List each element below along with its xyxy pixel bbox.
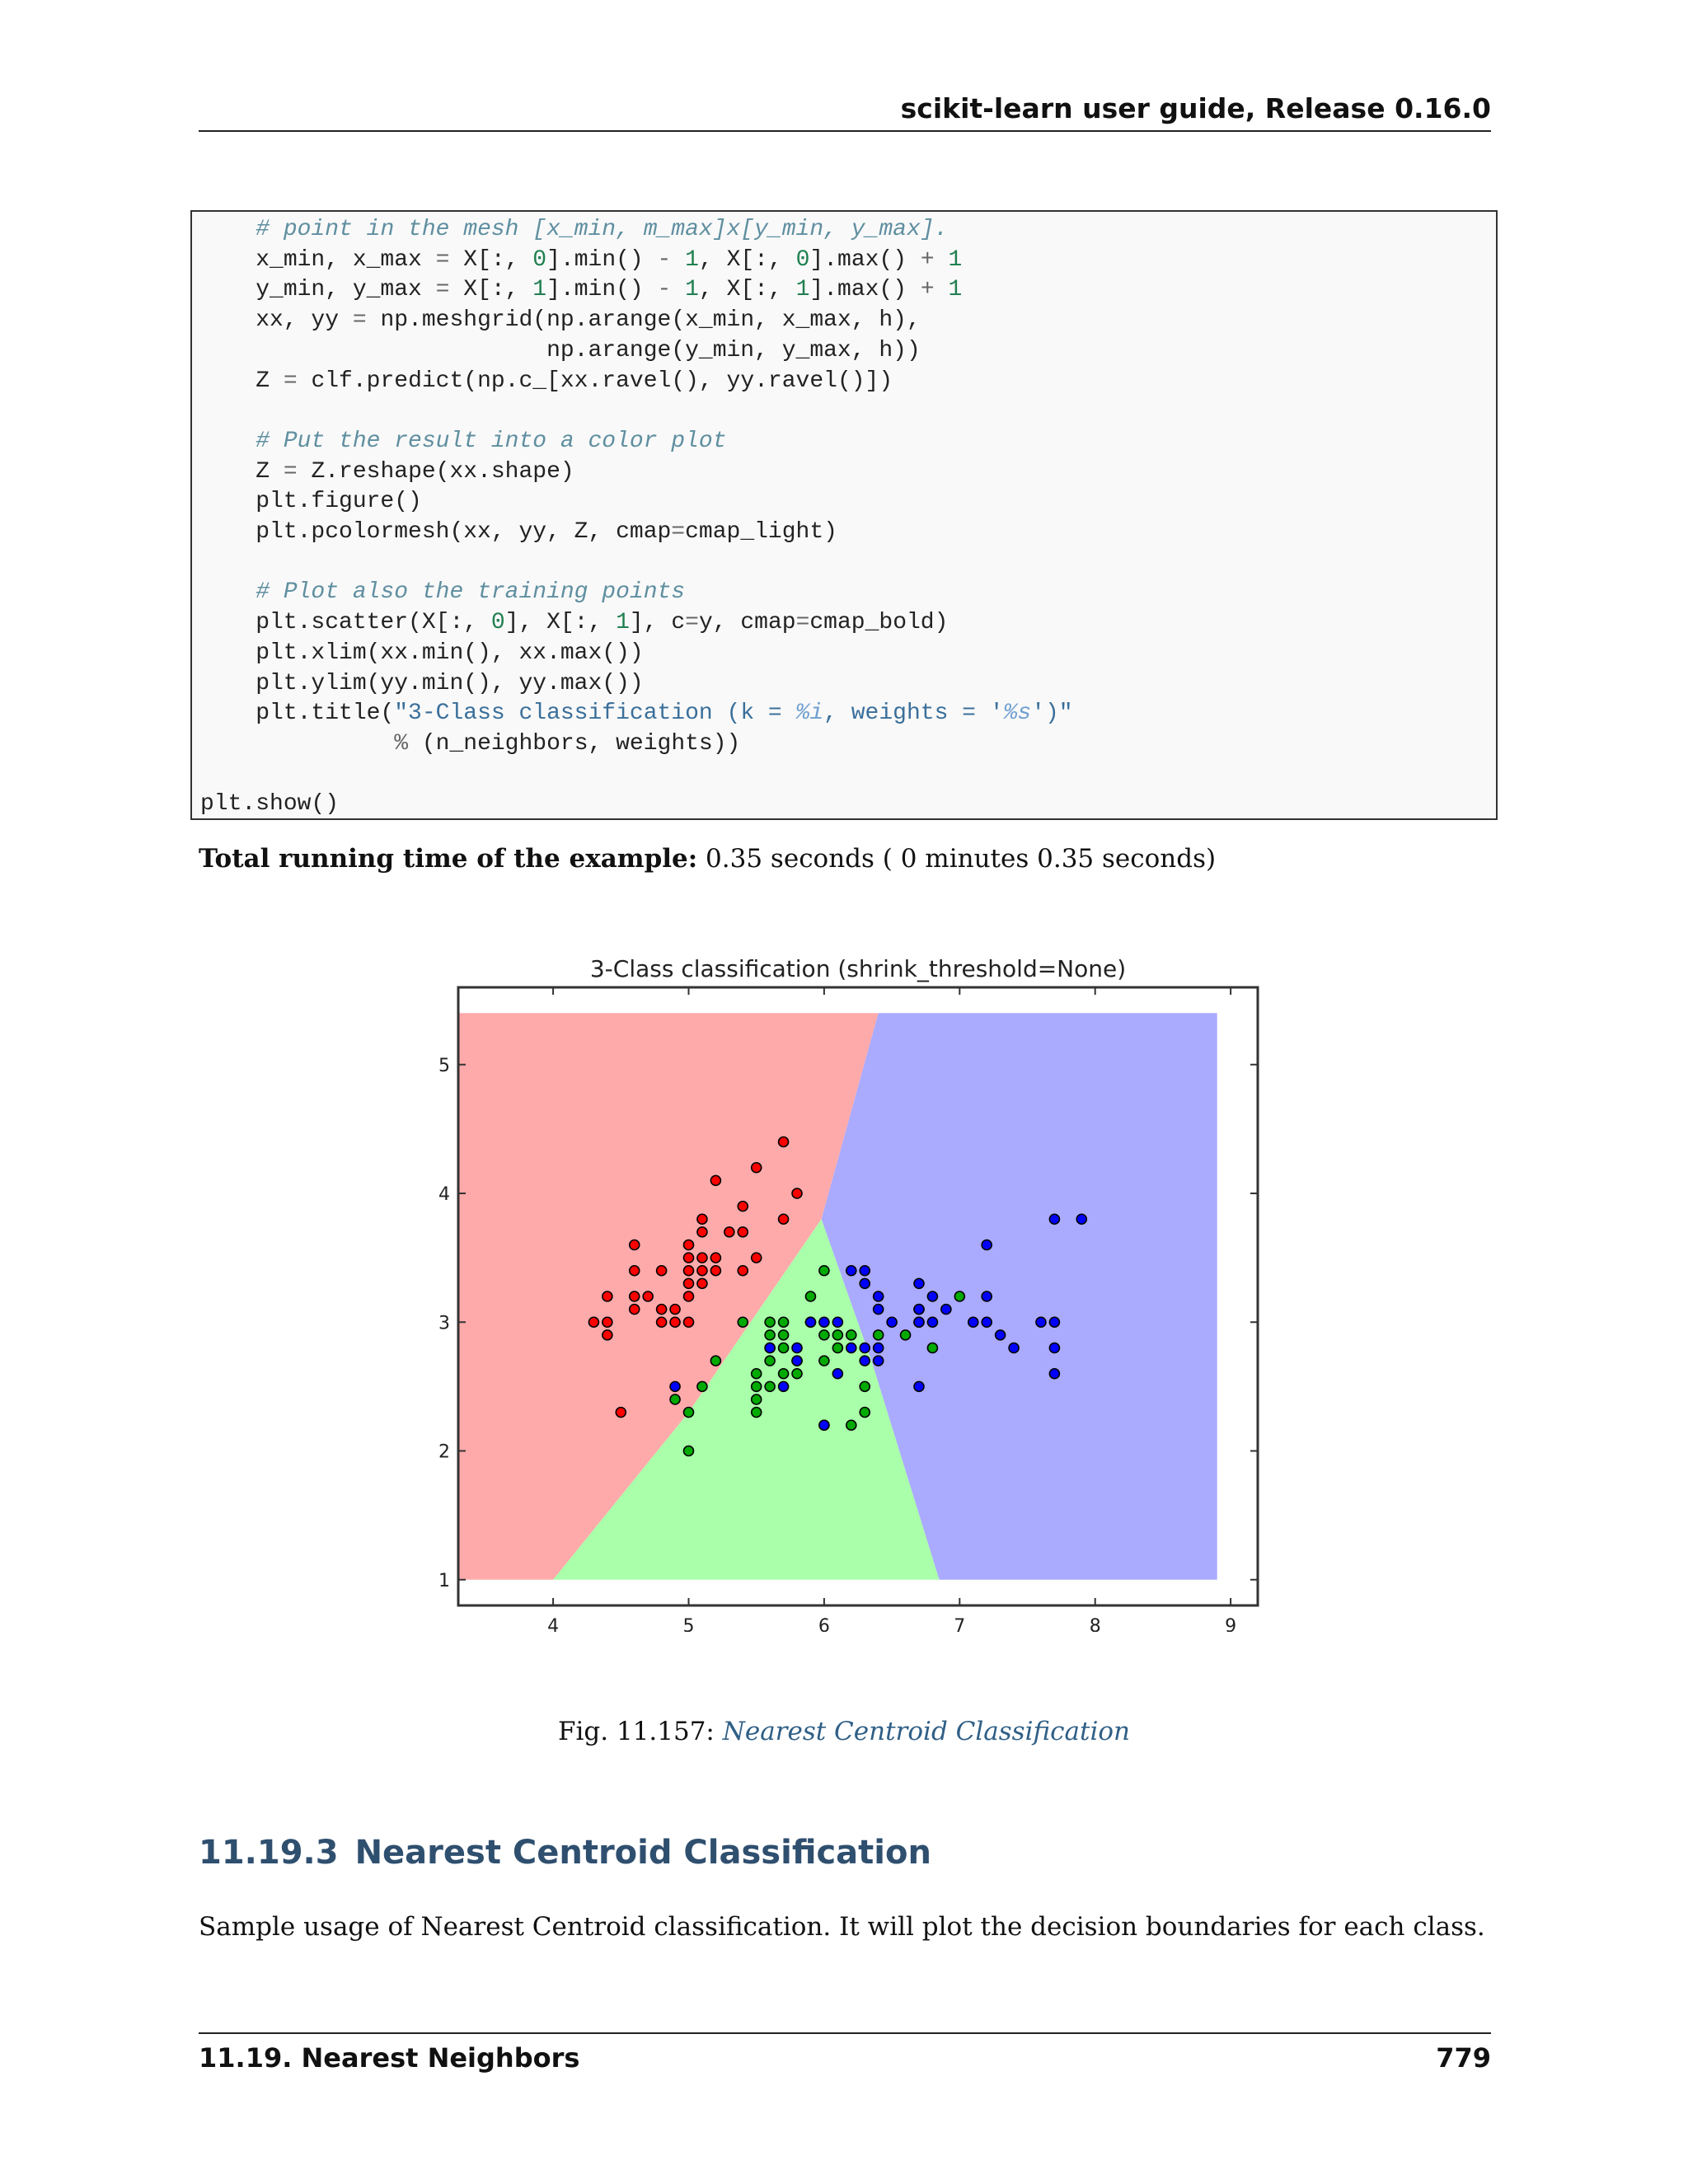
code-token: = bbox=[283, 368, 298, 394]
data-point bbox=[779, 1214, 789, 1224]
data-point bbox=[874, 1305, 884, 1315]
data-point bbox=[588, 1317, 598, 1327]
code-token bbox=[935, 277, 949, 302]
data-point bbox=[779, 1317, 789, 1327]
code-token: x_min, x_max bbox=[200, 246, 436, 273]
code-token: ].max() bbox=[809, 277, 921, 303]
data-point bbox=[832, 1330, 842, 1340]
data-point bbox=[697, 1214, 707, 1224]
data-point bbox=[874, 1356, 884, 1366]
code-token: np.meshgrid(np.arange(x_min, x_max, h), bbox=[366, 307, 921, 334]
code-token: X[:, bbox=[449, 277, 533, 303]
code-token: 0 bbox=[490, 610, 505, 636]
data-point bbox=[670, 1394, 680, 1404]
data-point bbox=[779, 1330, 789, 1340]
data-point bbox=[657, 1317, 667, 1327]
data-point bbox=[765, 1343, 775, 1353]
data-point bbox=[860, 1381, 870, 1391]
data-point bbox=[710, 1253, 720, 1263]
code-token: 1 bbox=[532, 277, 547, 303]
data-point bbox=[710, 1356, 720, 1366]
data-point bbox=[954, 1291, 964, 1301]
code-token: %i bbox=[795, 701, 824, 727]
code-token: 1 bbox=[685, 277, 699, 303]
code-token: 1 bbox=[616, 610, 630, 636]
code-token: = bbox=[435, 277, 450, 303]
data-point bbox=[860, 1356, 870, 1366]
code-token: + bbox=[920, 277, 935, 303]
data-point bbox=[874, 1343, 884, 1353]
data-point bbox=[914, 1317, 924, 1327]
code-token: # Plot also the training points bbox=[256, 579, 686, 606]
data-point bbox=[779, 1369, 789, 1379]
data-point bbox=[819, 1317, 829, 1327]
data-point bbox=[982, 1291, 992, 1301]
code-block bbox=[190, 210, 1498, 820]
code-token: ], c bbox=[629, 610, 686, 636]
code-token: ')" bbox=[1031, 701, 1073, 727]
data-point bbox=[724, 1227, 734, 1237]
data-point bbox=[630, 1240, 640, 1250]
chart-title: 3-Class classification (shrink_threshold=None) bbox=[589, 955, 1127, 982]
data-point bbox=[630, 1305, 640, 1315]
data-point bbox=[792, 1188, 802, 1198]
data-point bbox=[710, 1175, 720, 1185]
code-listing bbox=[200, 215, 1073, 820]
data-point bbox=[752, 1253, 762, 1263]
code-token: plt.title( bbox=[200, 701, 395, 727]
data-point bbox=[860, 1278, 870, 1288]
x-tick-label: 7 bbox=[954, 1616, 966, 1632]
code-token: xx, yy bbox=[200, 307, 353, 334]
data-point bbox=[819, 1266, 829, 1276]
data-point bbox=[792, 1369, 802, 1379]
data-point bbox=[603, 1317, 612, 1327]
y-tick-label: 3 bbox=[438, 1313, 450, 1334]
data-point bbox=[683, 1278, 693, 1288]
data-point bbox=[697, 1227, 707, 1237]
x-tick-label: 8 bbox=[1089, 1616, 1101, 1632]
data-point bbox=[860, 1408, 870, 1418]
data-point bbox=[996, 1330, 1006, 1340]
data-point bbox=[779, 1137, 789, 1147]
data-point bbox=[927, 1291, 937, 1301]
data-point bbox=[982, 1240, 992, 1250]
code-token: y_min, y_max bbox=[200, 277, 436, 303]
code-token: # point in the mesh [x_min, m_max]x[y_min, y_max]. bbox=[256, 217, 949, 242]
data-point bbox=[657, 1266, 667, 1276]
y-tick-label: 5 bbox=[438, 1055, 450, 1076]
code-token: ].max() bbox=[809, 246, 921, 273]
code-token: = bbox=[435, 246, 450, 273]
code-token: plt.ylim(yy.min(), yy.max()) bbox=[200, 670, 644, 696]
data-point bbox=[968, 1317, 978, 1327]
data-point bbox=[683, 1240, 693, 1250]
code-token: ], X[:, bbox=[504, 610, 617, 636]
code-token: - bbox=[657, 246, 672, 273]
x-tick-label: 9 bbox=[1225, 1616, 1237, 1632]
figure-caption bbox=[0, 1717, 1688, 1746]
data-point bbox=[738, 1202, 748, 1212]
header-rule bbox=[199, 130, 1491, 132]
code-token: % bbox=[394, 730, 409, 757]
data-point bbox=[860, 1266, 870, 1276]
code-token: y, cmap bbox=[698, 610, 796, 636]
code-token: Z.reshape(xx.shape) bbox=[297, 458, 574, 485]
data-point bbox=[779, 1381, 789, 1391]
running-time-value: 0.35 seconds ( 0 minutes 0.35 seconds) bbox=[697, 844, 1217, 874]
section-number: 11.19.3 bbox=[199, 1834, 339, 1872]
code-token: plt.figure() bbox=[200, 489, 422, 515]
data-point bbox=[982, 1317, 992, 1327]
data-point bbox=[697, 1381, 707, 1391]
data-point bbox=[643, 1291, 653, 1301]
code-token: np.arange(y_min, y_max, h)) bbox=[200, 337, 921, 363]
code-token: plt.xlim(xx.min(), xx.max()) bbox=[200, 640, 644, 666]
code-token: (n_neighbors, weights)) bbox=[408, 730, 741, 757]
data-point bbox=[670, 1305, 680, 1315]
code-token: 0 bbox=[532, 246, 547, 273]
running-time bbox=[199, 844, 1216, 874]
code-token bbox=[200, 579, 256, 605]
data-point bbox=[819, 1356, 829, 1366]
code-token bbox=[935, 247, 949, 273]
data-point bbox=[846, 1266, 856, 1276]
code-token: cmap_light) bbox=[685, 519, 837, 546]
code-token: clf.predict(np.c_[xx.ravel(), yy.ravel()]) bbox=[297, 368, 893, 394]
caption-link[interactable]: Nearest Centroid Classification bbox=[722, 1717, 1131, 1746]
code-token bbox=[200, 429, 256, 454]
data-point bbox=[1036, 1317, 1046, 1327]
code-token: Z bbox=[200, 368, 284, 394]
code-token bbox=[671, 277, 685, 302]
data-point bbox=[927, 1343, 937, 1353]
code-token: - bbox=[657, 277, 672, 303]
data-point bbox=[752, 1394, 762, 1404]
data-point bbox=[1049, 1343, 1059, 1353]
footer-rule bbox=[199, 2032, 1491, 2034]
data-point bbox=[792, 1356, 802, 1366]
y-tick-label: 2 bbox=[438, 1441, 450, 1463]
code-token: "3-Class classification (k = bbox=[394, 701, 796, 727]
code-token: plt.scatter(X[:, bbox=[200, 610, 491, 636]
page-header: scikit-learn user guide, Release 0.16.0 bbox=[900, 92, 1491, 124]
data-point bbox=[846, 1420, 856, 1430]
data-point bbox=[819, 1330, 829, 1340]
data-point bbox=[779, 1343, 789, 1353]
data-point bbox=[752, 1369, 762, 1379]
data-point bbox=[765, 1356, 775, 1366]
data-point bbox=[846, 1343, 856, 1353]
code-token: %s bbox=[1003, 701, 1032, 727]
code-token: = bbox=[795, 610, 810, 636]
data-point bbox=[683, 1317, 693, 1327]
footer-section: 11.19. Nearest Neighbors bbox=[199, 2042, 580, 2074]
data-point bbox=[1076, 1214, 1086, 1224]
data-point bbox=[738, 1266, 748, 1276]
nearest-centroid-chart bbox=[396, 940, 1286, 1632]
code-token: plt.pcolormesh(xx, yy, Z, cmap bbox=[200, 519, 672, 546]
data-point bbox=[670, 1317, 680, 1327]
data-point bbox=[738, 1227, 748, 1237]
data-point bbox=[792, 1343, 802, 1353]
code-token: 0 bbox=[795, 246, 810, 273]
data-point bbox=[901, 1330, 911, 1340]
data-point bbox=[765, 1317, 775, 1327]
caption-prefix: Fig. 11.157: bbox=[557, 1717, 723, 1746]
code-token: , weights = ' bbox=[823, 701, 1004, 727]
data-point bbox=[941, 1305, 951, 1315]
data-point bbox=[914, 1381, 924, 1391]
data-point bbox=[819, 1420, 829, 1430]
data-point bbox=[752, 1408, 762, 1418]
data-point bbox=[710, 1266, 720, 1276]
data-point bbox=[738, 1317, 748, 1327]
data-point bbox=[765, 1330, 775, 1340]
body-paragraph: Sample usage of Nearest Centroid classification. It will plot the decision boundaries for each class. bbox=[199, 1912, 1485, 1942]
data-point bbox=[683, 1266, 693, 1276]
code-token: , X[:, bbox=[698, 277, 796, 303]
code-token: 1 bbox=[795, 277, 810, 303]
x-tick-label: 6 bbox=[818, 1616, 830, 1632]
code-token: ].min() bbox=[546, 277, 658, 303]
code-token: ].min() bbox=[546, 246, 658, 273]
code-token bbox=[671, 247, 685, 273]
section-heading bbox=[199, 1834, 948, 1872]
data-point bbox=[874, 1330, 884, 1340]
y-tick-label: 4 bbox=[438, 1184, 450, 1205]
data-point bbox=[752, 1163, 762, 1173]
data-point bbox=[697, 1266, 707, 1276]
data-point bbox=[697, 1253, 707, 1263]
data-point bbox=[1049, 1214, 1059, 1224]
code-token: 1 bbox=[948, 277, 963, 303]
running-time-label: Total running time of the example: bbox=[199, 844, 698, 874]
x-tick-label: 4 bbox=[547, 1616, 560, 1632]
y-tick-label: 1 bbox=[438, 1570, 450, 1591]
code-token bbox=[200, 217, 256, 242]
data-point bbox=[657, 1305, 667, 1315]
code-token: 1 bbox=[685, 246, 699, 273]
page-number: 779 bbox=[1436, 2042, 1491, 2074]
code-token: # Put the result into a color plot bbox=[256, 428, 727, 454]
code-token bbox=[200, 731, 394, 757]
data-point bbox=[616, 1408, 626, 1418]
data-point bbox=[630, 1266, 640, 1276]
code-token: X[:, bbox=[449, 246, 533, 273]
data-point bbox=[805, 1291, 815, 1301]
code-token: = bbox=[685, 610, 699, 636]
code-token: plt.show() bbox=[200, 791, 340, 818]
data-point bbox=[1049, 1369, 1059, 1379]
code-token: = bbox=[352, 307, 367, 334]
data-point bbox=[1009, 1343, 1019, 1353]
data-point bbox=[630, 1291, 640, 1301]
code-token: Z bbox=[200, 458, 284, 485]
data-point bbox=[805, 1317, 815, 1327]
data-point bbox=[670, 1381, 680, 1391]
data-point bbox=[914, 1278, 924, 1288]
code-token: = bbox=[671, 519, 686, 546]
code-token: = bbox=[283, 458, 298, 485]
data-point bbox=[832, 1317, 842, 1327]
data-point bbox=[832, 1369, 842, 1379]
data-point bbox=[832, 1343, 842, 1353]
data-point bbox=[846, 1330, 856, 1340]
code-token: + bbox=[920, 246, 935, 273]
code-token: cmap_bold) bbox=[809, 610, 949, 636]
data-point bbox=[927, 1317, 937, 1327]
data-point bbox=[603, 1330, 612, 1340]
data-point bbox=[697, 1278, 707, 1288]
data-point bbox=[874, 1291, 884, 1301]
code-token: 1 bbox=[948, 246, 963, 273]
data-point bbox=[765, 1381, 775, 1391]
code-token: , X[:, bbox=[698, 246, 796, 273]
data-point bbox=[1049, 1317, 1059, 1327]
data-point bbox=[603, 1291, 612, 1301]
section-title: Nearest Centroid Classification bbox=[354, 1834, 931, 1872]
data-point bbox=[683, 1408, 693, 1418]
data-point bbox=[683, 1253, 693, 1263]
data-point bbox=[683, 1446, 693, 1456]
data-point bbox=[860, 1343, 870, 1353]
data-point bbox=[887, 1317, 897, 1327]
data-point bbox=[683, 1291, 693, 1301]
data-point bbox=[914, 1305, 924, 1315]
data-point bbox=[752, 1381, 762, 1391]
x-tick-label: 5 bbox=[682, 1616, 695, 1632]
